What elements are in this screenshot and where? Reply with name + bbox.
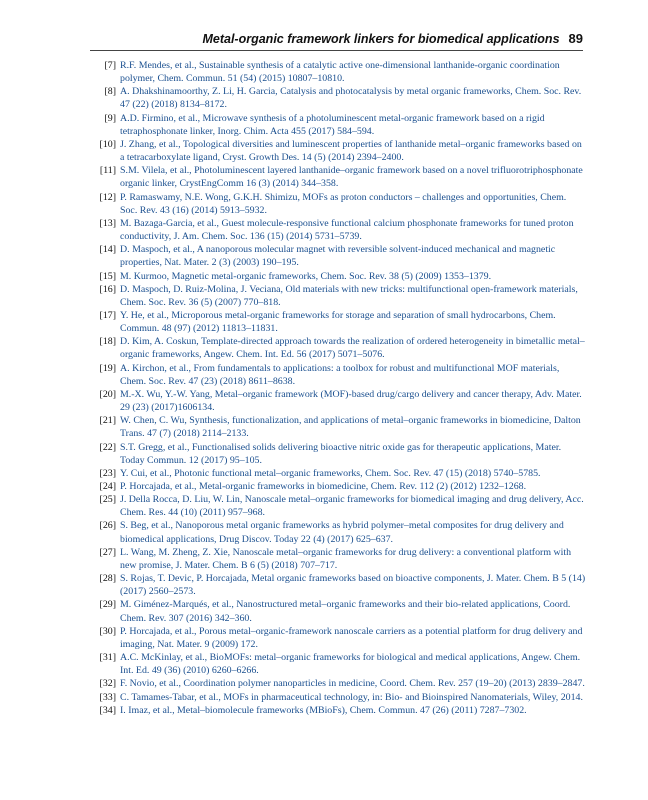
reference-entry xyxy=(90,59,586,85)
reference-number: [25] xyxy=(99,494,116,506)
reference-entry xyxy=(90,493,586,519)
reference-number: [31] xyxy=(99,652,116,664)
reference-entry xyxy=(90,677,586,690)
page-number: 89 xyxy=(568,31,583,46)
reference-link[interactable]: I. Imaz, et al., Metal–biomolecule frameworks (MBioFs), Chem. Commun. 47 (26) (2011) 7287–7302. xyxy=(120,704,527,716)
reference-number: [33] xyxy=(99,691,116,703)
running-head xyxy=(90,31,583,46)
reference-number: [14] xyxy=(99,244,116,256)
reference-entry xyxy=(90,625,586,651)
reference-number: [15] xyxy=(99,270,116,282)
reference-number: [7] xyxy=(104,60,116,71)
reference-number: [28] xyxy=(99,573,116,585)
reference-link[interactable]: S.M. Vilela, et al., Photoluminescent layered lanthanide–organic framework based on a novel trifluorotriphosphonate organic linker, CrystEngComm 16 (3) (2014) 344–358. xyxy=(120,165,583,190)
reference-entry xyxy=(90,243,586,269)
reference-entry xyxy=(90,572,586,598)
reference-link[interactable]: D. Maspoch, D. Ruiz-Molina, J. Veciana, Old materials with new tricks: multifunctional open-framework materials, Chem. Soc. Rev. 36 (5) (2007) 770–818. xyxy=(120,283,578,308)
reference-number: [26] xyxy=(99,520,116,532)
reference-number: [17] xyxy=(99,309,116,321)
reference-entry xyxy=(90,546,586,572)
reference-number: [22] xyxy=(99,441,116,453)
reference-link[interactable]: M.-X. Wu, Y.-W. Yang, Metal–organic framework (MOF)-based drug/cargo delivery and cancer therapy, Adv. Mater. 29 (23) (2017)1606134. xyxy=(120,388,582,414)
reference-entry xyxy=(90,651,586,677)
reference-entry xyxy=(90,691,586,704)
reference-number: [34] xyxy=(99,704,116,716)
reference-link[interactable]: M. Bazaga-Garcia, et al., Guest molecule-responsive functional calcium phosphonate frameworks for tuned proton conductivity, J. Am. Chem. Soc. 136 (15) (2014) 5731–5739. xyxy=(120,217,574,243)
reference-entry xyxy=(90,112,586,138)
reference-number: [10] xyxy=(99,138,116,150)
reference-number: [9] xyxy=(104,112,116,124)
reference-entry xyxy=(90,598,586,624)
reference-entry xyxy=(90,388,586,414)
reference-link[interactable]: M. Giménez-Marqués, et al., Nanostructured metal–organic frameworks and their bio-related applications, Coord. Chem. Rev. 307 (2016) 342–360. xyxy=(120,599,571,624)
reference-link[interactable]: A. Kirchon, et al., From fundamentals to applications: a toolbox for robust and multifunctional MOF materials, Chem. Soc. Rev. 47 (23) (2018) 8611–8638. xyxy=(120,362,560,387)
reference-entry xyxy=(90,270,586,283)
reference-entry xyxy=(90,164,586,190)
header-rule xyxy=(90,50,583,51)
reference-number: [12] xyxy=(99,191,116,203)
reference-entry xyxy=(90,309,586,335)
reference-link[interactable]: A. Dhakshinamoorthy, Z. Li, H. Garcia, Catalysis and photocatalysis by metal organic frameworks, Chem. Soc. Rev. 47 (22) (2018) 8134–8172. xyxy=(120,86,582,111)
reference-entry xyxy=(90,138,586,164)
reference-number: [16] xyxy=(99,283,116,295)
reference-link[interactable]: D. Maspoch, et al., A nanoporous molecular magnet with reversible solvent-induced mechanical and magnetic properties, Nat. Mater. 2 (3) (2003) 190–195. xyxy=(120,244,556,269)
reference-link[interactable]: R.F. Mendes, et al., Sustainable synthesis of a catalytic active one-dimensional lanthanide-organic coordination polymer, Chem. Commun. 51 (54) (2015) 10807–10810. xyxy=(120,60,560,85)
reference-entry xyxy=(90,85,586,111)
reference-link[interactable]: S.T. Gregg, et al., Functionalised solids delivering bioactive nitric oxide gas for therapeutic applications, Mater. Today Commun. 12 (2017) 95–105. xyxy=(120,441,562,466)
reference-number: [13] xyxy=(99,217,116,229)
reference-entry xyxy=(90,191,586,217)
reference-number: [20] xyxy=(99,388,116,400)
reference-number: [8] xyxy=(104,86,116,98)
reference-entry xyxy=(90,467,586,480)
reference-link[interactable]: M. Kurmoo, Magnetic metal-organic frameworks, Chem. Soc. Rev. 38 (5) (2009) 1353–1379. xyxy=(120,270,492,282)
reference-entry xyxy=(90,362,586,388)
reference-number: [18] xyxy=(99,336,116,348)
reference-link[interactable]: A.D. Firmino, et al., Microwave synthesis of a photoluminescent metal-organic framework based on a rigid tetraphosphonate linker, Inorg. Chim. Acta 455 (2017) 584–594. xyxy=(120,112,545,137)
reference-entry xyxy=(90,519,586,545)
reference-number: [11] xyxy=(99,165,116,177)
reference-number: [19] xyxy=(99,362,116,374)
reference-number: [27] xyxy=(99,546,116,558)
reference-link[interactable]: P. Horcajada, et al., Metal-organic frameworks in biomedicine, Chem. Rev. 112 (2) (2012) 1232–1268. xyxy=(120,481,527,492)
reference-number: [32] xyxy=(99,678,116,690)
chapter-title: Metal-organic framework linkers for biomedical applications xyxy=(202,32,560,46)
reference-link[interactable]: L. Wang, M. Zheng, Z. Xie, Nanoscale metal–organic frameworks for drug delivery: a conventional platform with new promise, J. Mater. Chem. B 6 (5) (2018) 707–717. xyxy=(120,546,572,571)
reference-link[interactable]: P. Horcajada, et al., Porous metal–organic-framework nanoscale carriers as a potential platform for drug delivery and imaging, Nat. Mater. 9 (2009) 172. xyxy=(120,625,583,650)
reference-link[interactable]: Y. Cui, et al., Photonic functional metal–organic frameworks, Chem. Soc. Rev. 47 (15) (2018) 5740–5785. xyxy=(120,467,541,479)
reference-link[interactable]: Y. He, et al., Microporous metal-organic frameworks for storage and separation of small hydrocarbons, Chem. Commun. 48 (97) (2012) 11813–11831. xyxy=(120,309,556,335)
reference-entry xyxy=(90,335,586,361)
reference-link[interactable]: W. Chen, C. Wu, Synthesis, functionalization, and applications of metal–organic frameworks in biomedicine, Dalton Trans. 47 (7) (2018) 2114–2133. xyxy=(120,415,581,440)
reference-number: [24] xyxy=(99,481,116,492)
reference-entry xyxy=(90,704,586,717)
reference-entry xyxy=(90,480,586,493)
reference-list xyxy=(90,59,586,717)
reference-link[interactable]: J. Della Rocca, D. Liu, W. Lin, Nanoscale metal–organic frameworks for biomedical imaging and drug delivery, Acc. Chem. Res. 44 (10) (2011) 957–968. xyxy=(120,494,584,519)
reference-link[interactable]: D. Kim, A. Coskun, Template-directed approach towards the realization of ordered heterogeneity in bimetallic metal–organic frameworks, Angew. Chem. Int. Ed. 56 (2017) 5071–5076. xyxy=(120,336,585,361)
reference-number: [23] xyxy=(99,467,116,479)
reference-link[interactable]: F. Novio, et al., Coordination polymer nanoparticles in medicine, Coord. Chem. Rev. 257 (19–20) (2013) 2839–2847. xyxy=(120,678,585,690)
reference-link[interactable]: S. Beg, et al., Nanoporous metal organic frameworks as hybrid polymer–metal composites for drug delivery and biomedical applications, Drug Discov. Today 22 (4) (2017) 625–637. xyxy=(120,520,564,545)
reference-entry xyxy=(90,283,586,309)
reference-link[interactable]: S. Rojas, T. Devic, P. Horcajada, Metal organic frameworks based on bioactive components, J. Mater. Chem. B 5 (14) (2017) 2560–2573. xyxy=(120,573,586,598)
reference-number: [21] xyxy=(99,415,116,427)
reference-link[interactable]: A.C. McKinlay, et al., BioMOFs: metal–organic frameworks for biological and medical applications, Angew. Chem. Int. Ed. 49 (36) (2010) 6260–6266. xyxy=(120,652,581,677)
reference-entry xyxy=(90,441,586,467)
reference-link[interactable]: J. Zhang, et al., Topological diversities and luminescent properties of lanthanide metal–organic frameworks based on a tetracarboxylate ligand, Cryst. Growth Des. 14 (5) (2014) 2394–2400. xyxy=(120,138,582,164)
reference-number: [30] xyxy=(99,625,116,637)
reference-link[interactable]: P. Ramaswamy, N.E. Wong, G.K.H. Shimizu, MOFs as proton conductors – challenges and opportunities, Chem. Soc. Rev. 43 (16) (2014) 5913–5932. xyxy=(120,191,567,216)
reference-link[interactable]: C. Tamames-Tabar, et al., MOFs in pharmaceutical technology, in: Bio- and Bioinspired Nanomaterials, Wiley, 2014. xyxy=(120,691,583,703)
reference-entry xyxy=(90,217,586,243)
reference-number: [29] xyxy=(99,599,116,611)
reference-entry xyxy=(90,414,586,440)
